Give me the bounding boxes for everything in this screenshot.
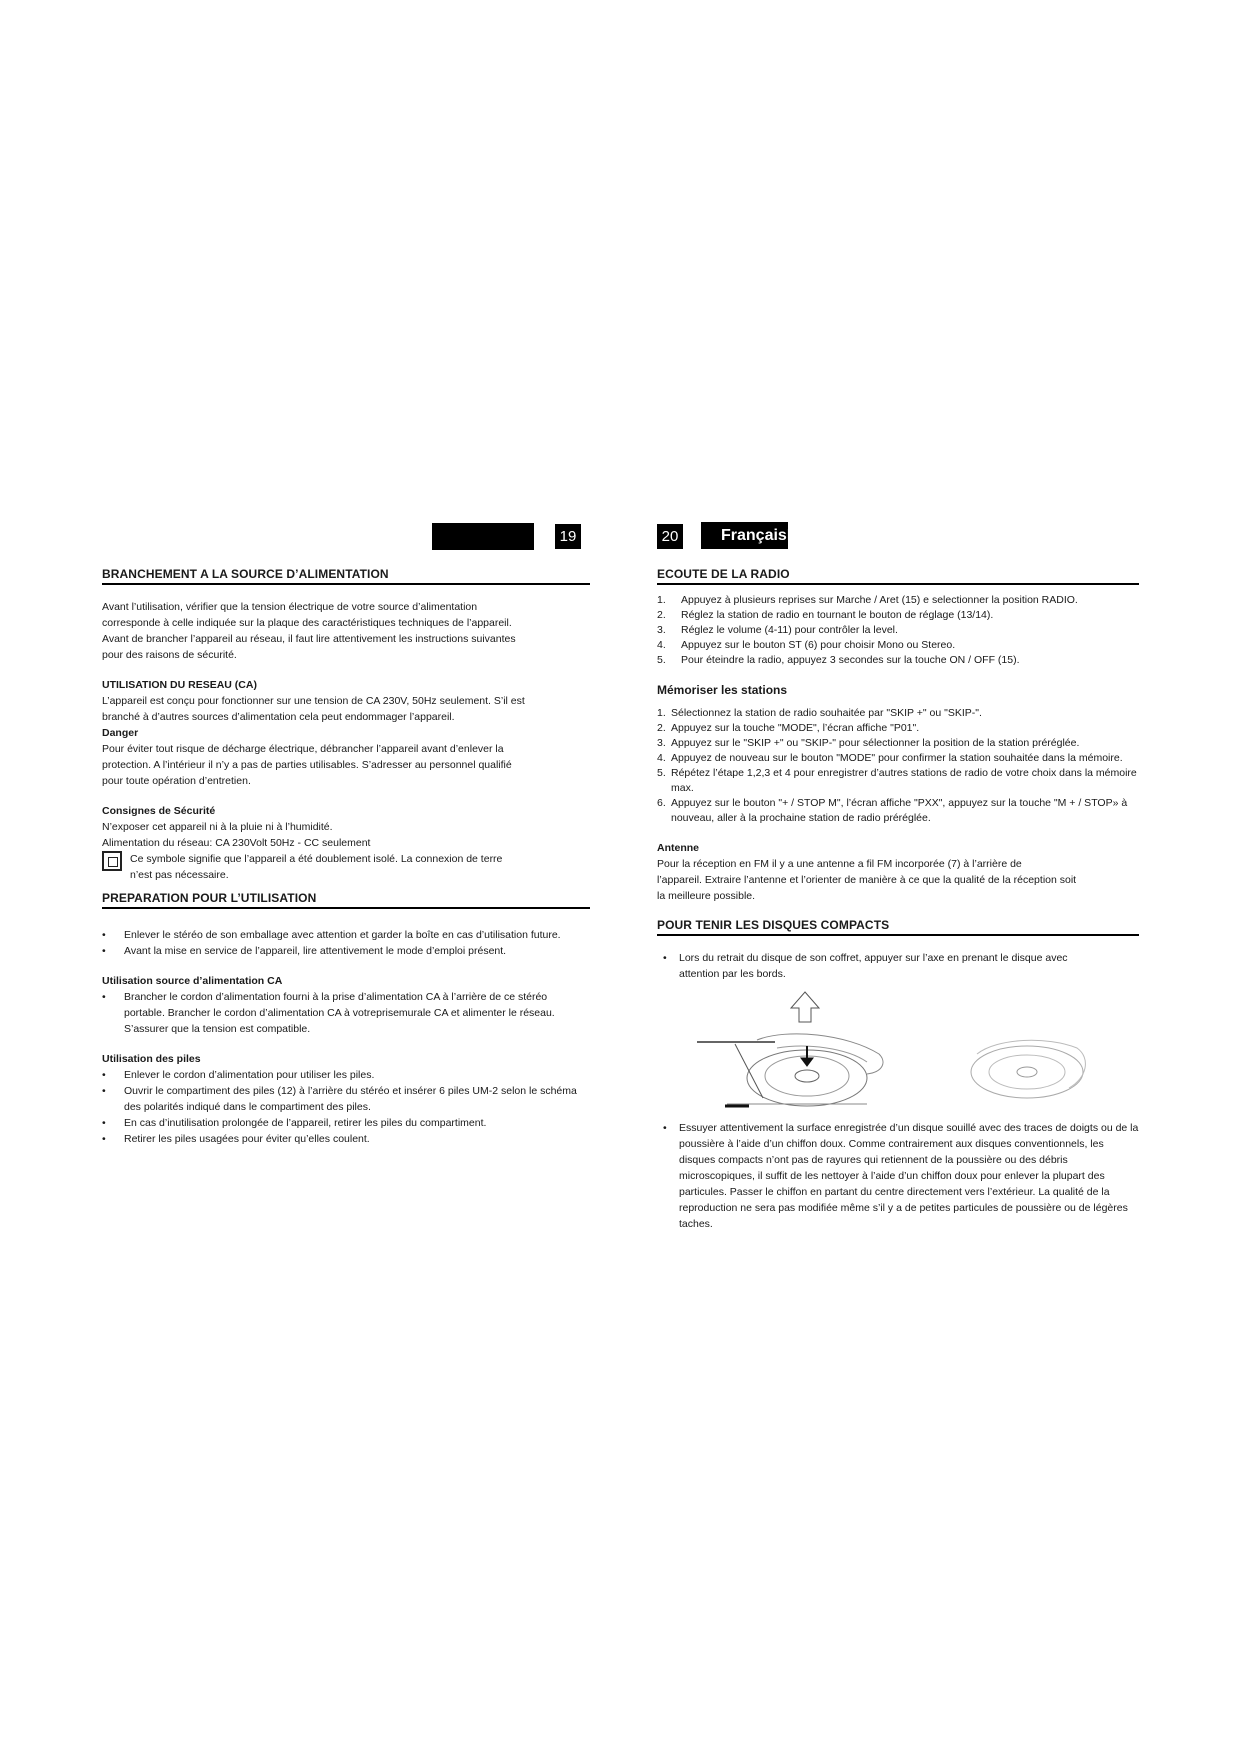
list-item: 1. Appuyez à plusieurs reprises sur Marche / Aret (15) e selectionner la position RADIO. xyxy=(657,594,1078,606)
list-item: 3. Réglez le volume (4-11) pour contrôler la level. xyxy=(657,624,898,636)
intro-line: Avant de brancher l’appareil au réseau, il faut lire attentivement les instructions suivantes xyxy=(102,633,516,645)
section-title-branchement: BRANCHEMENT A LA SOURCE D’ALIMENTATION xyxy=(102,567,590,585)
symbol-line: n’est pas nécessaire. xyxy=(130,869,229,881)
cd-handling-illustration xyxy=(657,988,1139,1112)
consignes-line: N’exposer cet appareil ni à la pluie ni à l’humidité. xyxy=(102,821,333,833)
list-item: 5. Pour éteindre la radio, appuyez 3 secondes sur la touche ON / OFF (15). xyxy=(657,654,1020,666)
intro-line: corresponde à celle indiquée sur la plaque des caractéristiques techniques de l’appareil. xyxy=(102,617,512,629)
list-item: 4. Appuyez de nouveau sur le bouton "MODE" pour confirmer la station souhaitée dans la mémoire. xyxy=(657,752,1123,764)
left-header-bar xyxy=(432,523,534,550)
right-page-number: 20 xyxy=(657,524,683,549)
antenne-line: l’appareil. Extraire l’antenne et l’orienter de manière à ce que la qualité de la réception soit xyxy=(657,874,1077,886)
piles-list xyxy=(102,1067,590,1147)
intro-line: Avant l’utilisation, vérifier que la tension électrique de votre source d’alimentation xyxy=(102,601,478,613)
antenne-line: la meilleure possible. xyxy=(657,890,756,902)
cd-bullet: • Lors du retrait du disque de son coffret, appuyer sur l’axe en prenant le disque avec attention par les bords. xyxy=(657,950,1139,982)
reseau-line: L’appareil est conçu pour fonctionner sur une tension de CA 230V, 50Hz seulement. S’il est xyxy=(102,695,525,707)
list-item: 1. Sélectionnez la station de radio souhaitée par "SKIP +" ou "SKIP-". xyxy=(657,707,982,719)
subheading-danger: Danger xyxy=(102,727,139,739)
antenne-line: Pour la réception en FM il y a une antenne a fil FM incorporée (7) à l’arrière de xyxy=(657,858,1022,870)
left-page xyxy=(102,567,590,1147)
danger-line: protection. A l’intérieur il n’y a pas de parties utilisables. S’adresser au personnel qualifié xyxy=(102,759,512,771)
memo-steps xyxy=(657,706,1139,826)
section-title-cd: POUR TENIR LES DISQUES COMPACTS xyxy=(657,918,1139,936)
list-item: • Brancher le cordon d’alimentation fourni à la prise d’alimentation CA à l’arrière de ce stéréo portable. Brancher le cordon d’alimentation CA à votreprisemurale CA et alimenter le réseau. S’assurer que la tension est compatible. xyxy=(102,989,590,1037)
intro-line: pour des raisons de sécurité. xyxy=(102,649,237,661)
subheading-consignes: Consignes de Sécurité xyxy=(102,805,216,817)
subheading-reseau: UTILISATION DU RESEAU (CA) xyxy=(102,679,257,691)
section-title-radio: ECOUTE DE LA RADIO xyxy=(657,567,1139,585)
list-item: • Enlever le stéréo de son emballage avec attention et garder la boîte en cas d’utilisation future. xyxy=(102,927,590,943)
list-item: • Avant la mise en service de l’appareil, lire attentivement le mode d’emploi présent. xyxy=(102,943,590,959)
list-item: 5. Répétez l’étape 1,2,3 et 4 pour enregistrer d’autres stations de radio de votre choix dans la mémoire max. xyxy=(657,767,1137,794)
language-tab: FrançaisFra xyxy=(701,522,788,549)
ca-list xyxy=(102,989,590,1037)
danger-line: pour toute opération d’entretien. xyxy=(102,775,251,787)
subheading-piles: Utilisation des piles xyxy=(102,1053,201,1065)
list-item: 2. Appuyez sur la touche "MODE", l’écran affiche "P01". xyxy=(657,722,920,734)
radio-steps xyxy=(657,593,1139,668)
double-insulation-icon xyxy=(102,851,122,871)
right-page xyxy=(657,567,1139,1232)
consignes-line: Alimentation du réseau: CA 230Volt 50Hz - CC seulement xyxy=(102,837,371,849)
list-item: 6. Appuyez sur le bouton "+ / STOP M", l’écran affiche "PXX", appuyez sur la touche "M + / STOP» à nouveau, aller à la prochaine station de radio préréglée. xyxy=(657,797,1128,824)
subheading-ca: Utilisation source d’alimentation CA xyxy=(102,975,283,987)
section-title-preparation: PREPARATION POUR L’UTILISATION xyxy=(102,891,590,909)
symbol-line: Ce symbole signifie que l’appareil a été doublement isolé. La connexion de terre xyxy=(130,853,503,865)
list-item: • Retirer les piles usagées pour éviter qu’elles coulent. xyxy=(102,1131,590,1147)
reseau-line: branché à d’autres sources d’alimentation cela peut endommager l’appareil. xyxy=(102,711,455,723)
subheading-antenne: Antenne xyxy=(657,842,699,854)
danger-line: Pour éviter tout risque de décharge électrique, débrancher l’appareil avant d’enlever la xyxy=(102,743,504,755)
cd-bullet: • Essuyer attentivement la surface enregistrée d’un disque souillé avec des traces de doigts ou de la poussière à l’aide d’un chiffon doux. Comme contrairement aux disques conventionnels, les disques compacts n’ont pas de rayures qui retiennent de la poussière ou des débris microscopiques, il suffit de les nettoyer à l’aide d’un chiffon doux pour enlever la plupart des particules. Passer le chiffon en partant du centre directement vers l’extérieur. La qualité de la reproduction ne sera pas modifiée même s’il y a de petites particules de poussière ou de légères taches. xyxy=(657,1120,1139,1232)
preparation-list xyxy=(102,927,590,959)
list-item: • Ouvrir le compartiment des piles (12) à l’arrière du stéréo et insérer 6 piles UM-2 selon le schéma des polarités indiqué dans le compartiment des piles. xyxy=(102,1083,590,1115)
list-item: • Enlever le cordon d’alimentation pour utiliser les piles. xyxy=(102,1067,590,1083)
list-item: 4. Appuyez sur le bouton ST (6) pour choisir Mono ou Stereo. xyxy=(657,639,956,651)
subheading-memoriser: Mémoriser les stations xyxy=(657,683,788,697)
list-item: 2. Réglez la station de radio en tournant le bouton de réglage (13/14). xyxy=(657,609,994,621)
list-item: • En cas d’inutilisation prolongée de l’appareil, retirer les piles du compartiment. xyxy=(102,1115,590,1131)
list-item: 3. Appuyez sur le "SKIP +" ou "SKIP-" pour sélectionner la position de la station préréglée. xyxy=(657,737,1080,749)
double-insulation-row xyxy=(102,851,590,883)
left-page-number: 19 xyxy=(555,524,581,549)
